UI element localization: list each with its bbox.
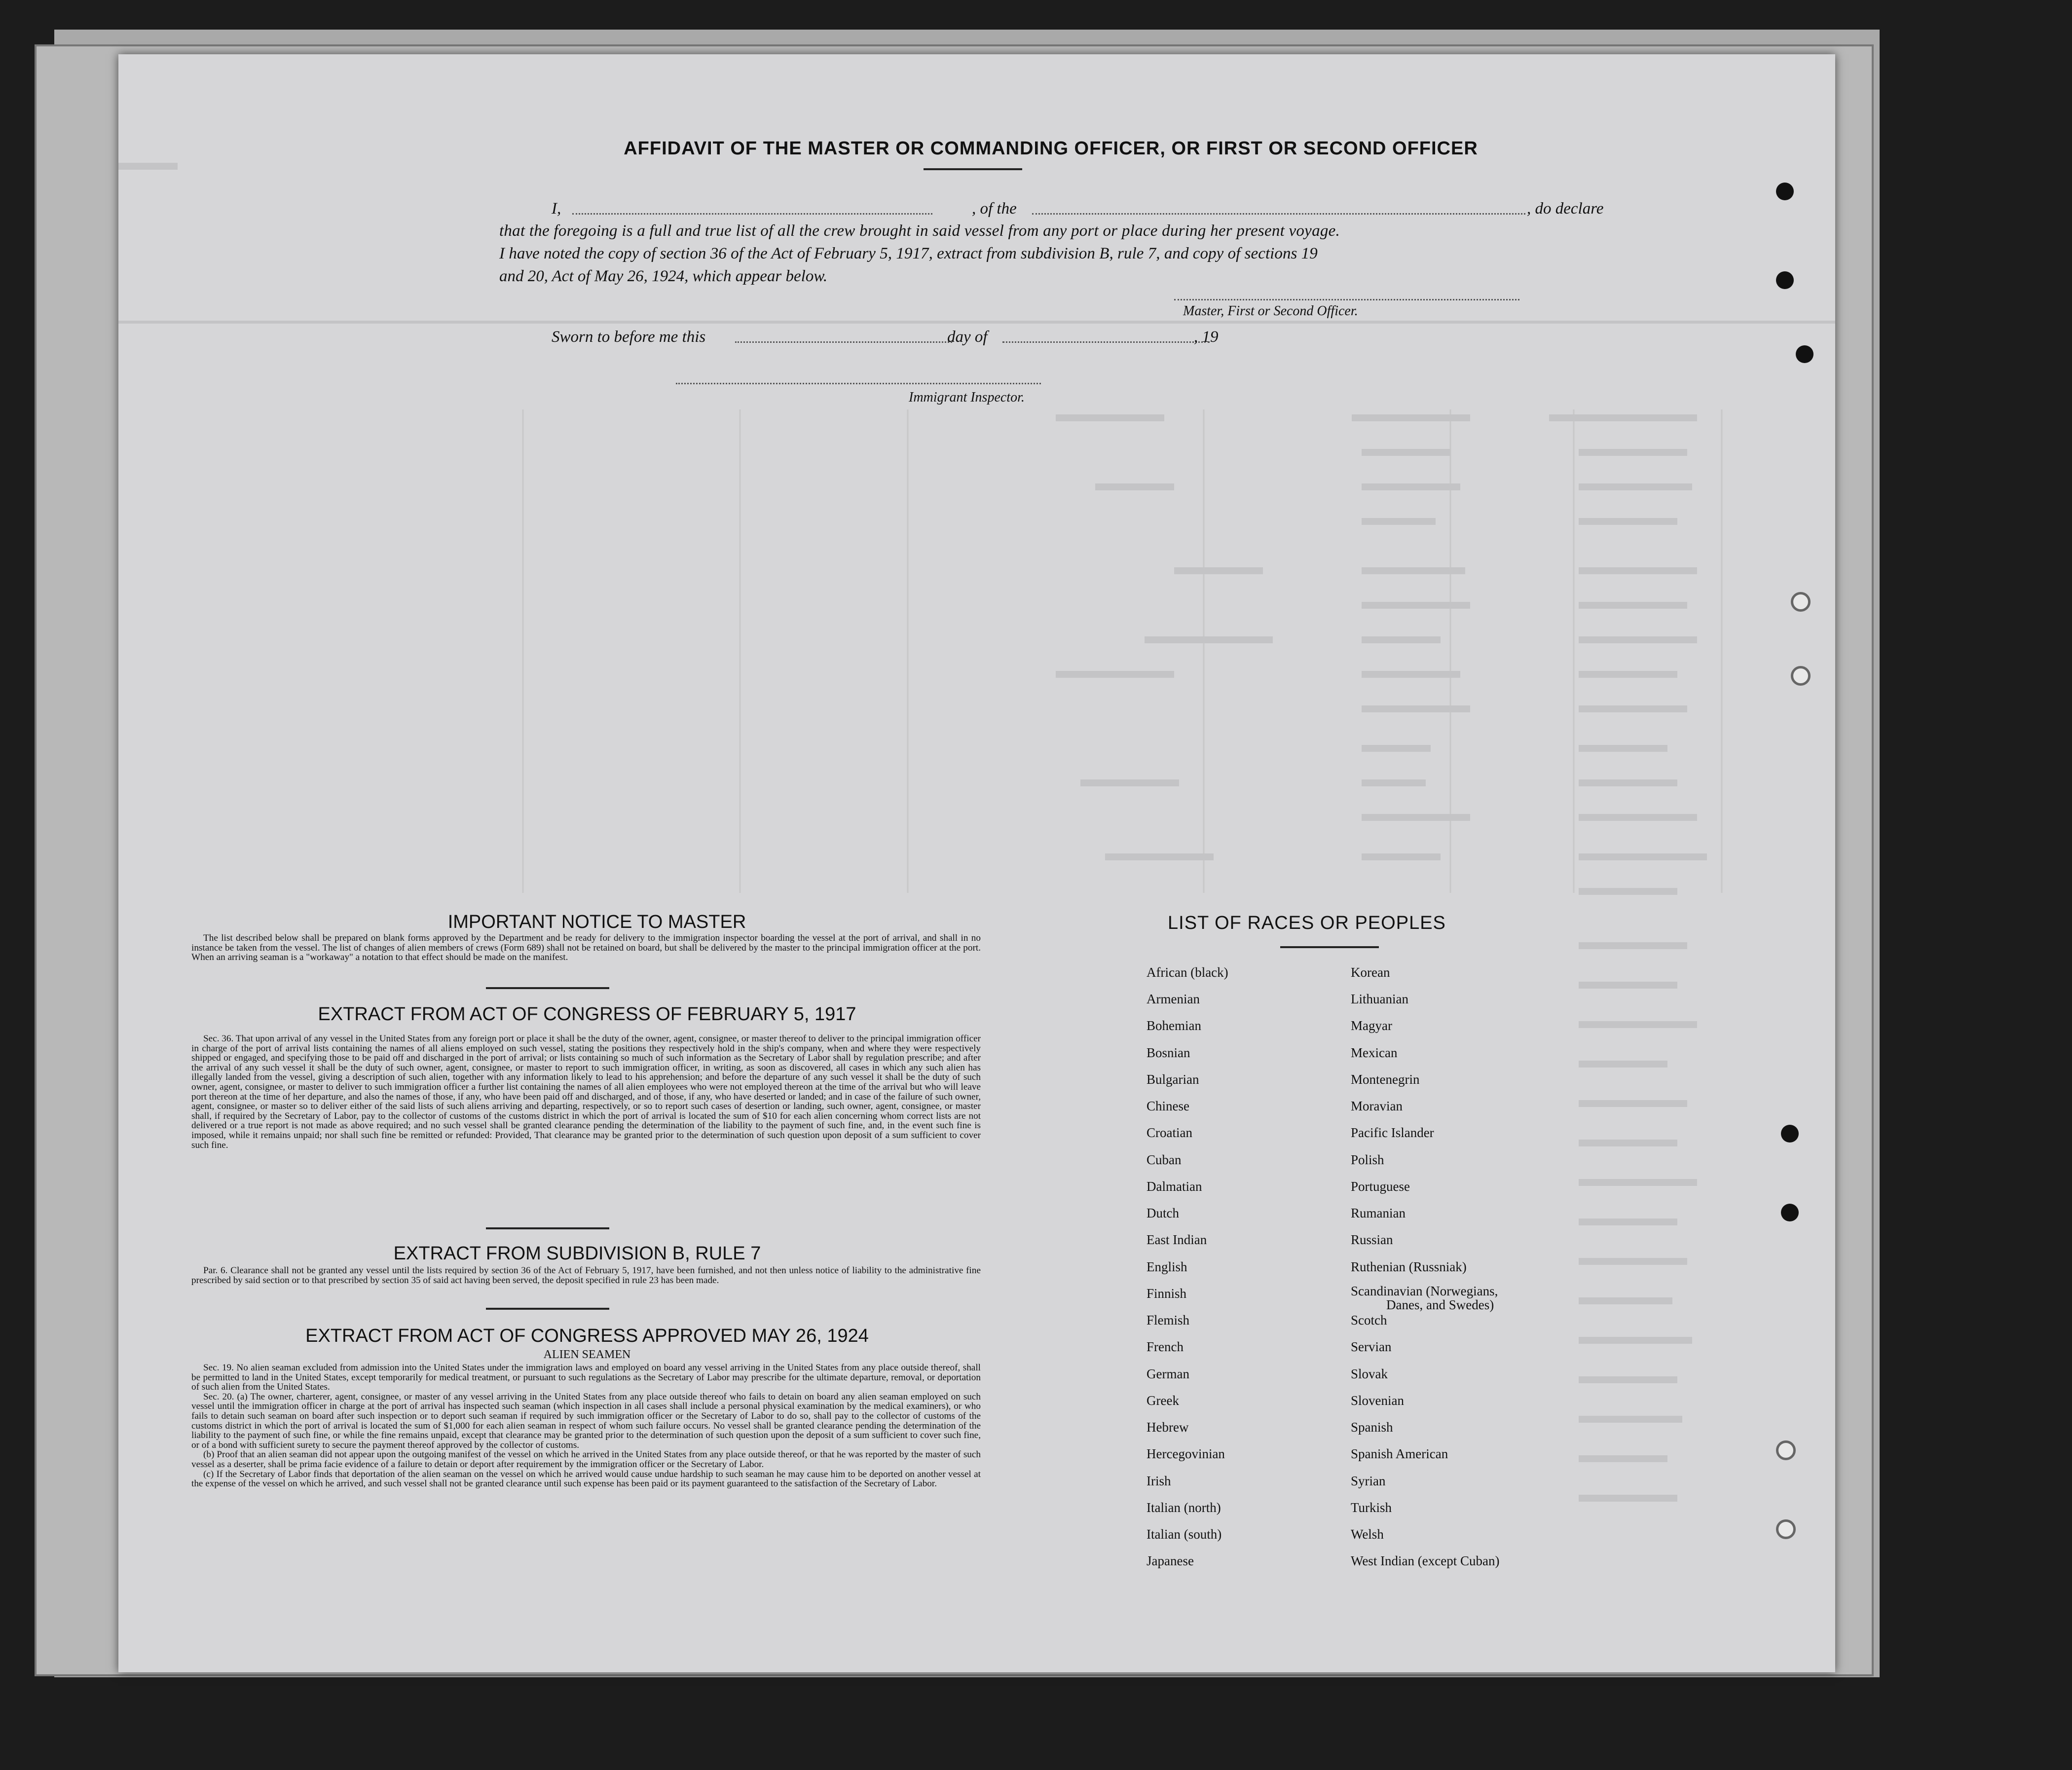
declaration-do-declare: , do declare xyxy=(1527,200,1604,218)
races-title-rule xyxy=(1280,946,1379,948)
binder-hole xyxy=(1776,271,1794,289)
race-item: Spanish xyxy=(1351,1420,1393,1435)
sworn-month-fill xyxy=(1002,341,1210,343)
binder-hole xyxy=(1796,345,1813,363)
race-item: Korean xyxy=(1351,965,1390,980)
race-item: Irish xyxy=(1147,1474,1171,1488)
section-36-paragraph: Sec. 36. That upon arrival of any vessel in the United States from any foreign port or place it shall be the duty of the owner, agent, consignee, or master thereof to deliver to the principal immigration officer in charge of the port of arrival lists containing the names of all aliens employed on such vessel, stating the positions they respectively hold in the ship's company, when and where they were respectively shipped or engaged, and specifying those to be paid off and discharged in the port of arrival; or lists containing so much of such information as the Secretary of Labor shall by regulation prescribe; and after the arrival of any such vessel it shall be the duty of such owner, agent, consignee, or master to report to such immigration officer, in writing, as soon as discovered, all cases in which any such alien has illegally landed from the vessel, giving a description of such alien, together with any information likely to lead to his apprehension; and before the departure of any such vessel it shall be the duty of such owner, agent, consignee, or master to deliver to such immigration officer a further list containing the names of all alien employees who were not employed thereon at the time of the arrival but who will leave port thereon at the time of her departure, and also the names of those, if any, who have been paid off and discharged, and of those, if any, who have deserted or landed; and in case of the failure of such owner, agent, consignee, or master so to deliver either of the said lists of such aliens arriving and departing, respectively, or so to report such cases of desertion or landing, such owner, agent, consignee, or master shall, if required by the Secretary of Labor, pay to the collector of customs of the customs district in which the port of arrival is located the sum of $10 for each alien concerning whom correct lists are not delivered or a true report is not made as above required; and no such vessel shall be granted clearance pending the determination of the liability to the payment of such fine, and, in the event such fine is imposed, while it remains unpaid; nor shall such fine be remitted or refunded: Provided, That clearance may be granted prior to the determination of such question upon deposit of a sum sufficient to cover such fine. xyxy=(191,1034,981,1150)
race-item: Hebrew xyxy=(1147,1420,1189,1435)
extract-1917-text xyxy=(191,1034,981,1221)
section-rule xyxy=(486,1227,609,1229)
race-item: Danes, and Swedes) xyxy=(1386,1297,1494,1312)
race-item: Moravian xyxy=(1351,1099,1403,1113)
sworn-text: Sworn to before me this xyxy=(552,328,706,346)
races-title: LIST OF RACES OR PEOPLES xyxy=(1168,913,1446,933)
race-item: Hercegovinian xyxy=(1147,1446,1225,1461)
rule-7-title: EXTRACT FROM SUBDIVISION B, RULE 7 xyxy=(393,1243,761,1264)
race-item: Cuban xyxy=(1147,1152,1182,1167)
section-20a-paragraph: Sec. 20. (a) The owner, charterer, agent, consignee, or master of any vessel arriving in the United States from any place outside thereof who fails to detain on board any alien seaman employed on such vessel until the immigration officer in charge at the port of arrival has inspected such seaman (which inspection in all cases shall include a personal physical examination by the medical examiners), or who fails to detain such seaman on board after such inspection or to deport such seaman if required by such immigration officer or the Secretary of Labor to do so, shall pay to the collector of customs of the customs district in which the port of arrival is located the sum of $1,000 for each alien seaman in respect of whom such failure occurs. No vessel shall be granted clearance pending the determination of the liability to the payment of such fine, or while the fine remains unpaid, except that clearance may be granted prior to the determination of such question upon the deposit of a sum sufficient to cover such fine, or of a bond with sufficient surety to secure the payment thereof approved by the collector of customs. xyxy=(191,1391,981,1450)
document-page xyxy=(118,54,1835,1672)
race-item: Pacific Islander xyxy=(1351,1125,1434,1140)
section-rule xyxy=(486,987,609,989)
race-item: Ruthenian (Russniak) xyxy=(1351,1259,1467,1274)
section-20c-paragraph: (c) If the Secretary of Labor finds that deportation of the alien seaman on the vessel on which he arrived would cause undue hardship to such seaman he may cause him to be deported on another vessel at the expense of the vessel on which he arrived, and such vessel shall not be granted clearance until such expense has been paid or its payment guaranteed to the satisfaction of the Secretary of Labor. xyxy=(191,1469,981,1489)
section-19-paragraph: Sec. 19. No alien seaman excluded from admission into the United States under the immigration laws and employed on board any vessel arriving in the United States from any place outside thereof, shall be permitted to land in the United States, except temporarily for medical treatment, or pursuant to such regulations as the Secretary of Labor may prescribe for the ultimate departure, removal, or deportation of such alien from the United States. xyxy=(191,1363,981,1393)
race-item: Slovenian xyxy=(1351,1393,1404,1408)
race-item: Mexican xyxy=(1351,1045,1398,1060)
race-item: Italian (north) xyxy=(1147,1500,1221,1515)
binder-hole xyxy=(1791,592,1811,612)
race-item: Finnish xyxy=(1147,1286,1187,1301)
race-item: Rumanian xyxy=(1351,1206,1406,1220)
race-item: Bulgarian xyxy=(1147,1072,1199,1087)
declaration-i: I, xyxy=(552,200,561,218)
sworn-year: , 19 xyxy=(1194,328,1219,346)
race-item: Scotch xyxy=(1351,1313,1387,1328)
vessel-fill-line xyxy=(1032,213,1525,215)
race-item: Portuguese xyxy=(1351,1179,1410,1194)
race-item: Armenian xyxy=(1147,992,1200,1006)
declaration-line-3: I have noted the copy of section 36 of the Act of February 5, 1917, extract from subdivision B, rule 7, and copy of sections 19 xyxy=(499,245,1318,262)
sworn-day-fill xyxy=(735,341,952,343)
race-item: West Indian (except Cuban) xyxy=(1351,1553,1500,1568)
race-item: Bosnian xyxy=(1147,1045,1190,1060)
declaration-line-4: and 20, Act of May 26, 1924, which appear below. xyxy=(499,267,828,285)
race-item: African (black) xyxy=(1147,965,1228,980)
race-item: East Indian xyxy=(1147,1232,1207,1247)
race-item: Montenegrin xyxy=(1351,1072,1420,1087)
inspector-caption: Immigrant Inspector. xyxy=(909,390,1025,405)
signature-caption: Master, First or Second Officer. xyxy=(1183,303,1358,319)
section-rule xyxy=(486,1308,609,1310)
extract-1924-text xyxy=(191,1363,981,1620)
binder-hole xyxy=(1781,1125,1799,1143)
notice-text xyxy=(191,933,981,976)
binder-hole xyxy=(1776,183,1794,200)
race-item: Scandinavian (Norwegians, xyxy=(1351,1284,1498,1298)
race-item: Syrian xyxy=(1351,1474,1386,1488)
binder-hole xyxy=(1776,1440,1796,1460)
race-item: Dutch xyxy=(1147,1206,1179,1220)
race-item: Japanese xyxy=(1147,1553,1194,1568)
alien-seamen-heading: ALIEN SEAMEN xyxy=(543,1348,631,1361)
race-item: Italian (south) xyxy=(1147,1527,1222,1542)
race-item: German xyxy=(1147,1366,1189,1381)
declaration-of-the: , of the xyxy=(972,200,1017,218)
title-rule xyxy=(924,168,1022,170)
binder-hole xyxy=(1776,1519,1796,1539)
notice-title: IMPORTANT NOTICE TO MASTER xyxy=(447,912,746,932)
race-item: Flemish xyxy=(1147,1313,1190,1328)
rule-7-text xyxy=(191,1266,981,1297)
signature-line xyxy=(1174,299,1519,300)
race-item: Turkish xyxy=(1351,1500,1392,1515)
binder-hole xyxy=(1791,666,1811,686)
binder-hole xyxy=(1781,1204,1799,1221)
race-item: Croatian xyxy=(1147,1125,1192,1140)
race-item: Russian xyxy=(1351,1232,1393,1247)
race-item: Servian xyxy=(1351,1339,1392,1354)
extract-1917-title: EXTRACT FROM ACT OF CONGRESS OF FEBRUARY 5, 1917 xyxy=(318,1004,856,1025)
race-item: Greek xyxy=(1147,1393,1179,1408)
race-item: Welsh xyxy=(1351,1527,1384,1542)
race-item: Chinese xyxy=(1147,1099,1189,1113)
affidavit-title: AFFIDAVIT OF THE MASTER OR COMMANDING OFFICER, OR FIRST OR SECOND OFFICER xyxy=(624,138,1478,159)
race-item: Spanish American xyxy=(1351,1446,1448,1461)
declaration-line-2: that the foregoing is a full and true list of all the crew brought in said vessel from any port or place during her present voyage. xyxy=(499,222,1340,240)
inspector-signature-line xyxy=(676,383,1041,384)
race-item: French xyxy=(1147,1339,1184,1354)
race-item: English xyxy=(1147,1259,1187,1274)
section-20b-paragraph: (b) Proof that an alien seaman did not appear upon the outgoing manifest of the vessel on which he arrived in the United States from any place outside thereof, or that he was reported by the master of such vessel as a deserter, shall be prima facie evidence of a failure to detain or deport after requirement by the immigration officer or the Secretary of Labor. xyxy=(191,1449,981,1470)
race-item: Magyar xyxy=(1351,1018,1392,1033)
race-item: Lithuanian xyxy=(1351,992,1408,1006)
race-item: Polish xyxy=(1351,1152,1384,1167)
name-fill-line xyxy=(572,213,932,215)
notice-paragraph: The list described below shall be prepared on blank forms approved by the Department and be ready for delivery to the immigration inspector boarding the vessel at the port of arrival, and shall in no instance be taken from the vessel. The list of changes of alien members of crews (Form 689) shall not be retained on board, but shall be delivered by the master to the principal immigration officer at the port. When an arriving seaman is a "workaway" a notation to that effect should be made on the manifest. xyxy=(191,933,981,963)
race-item: Slovak xyxy=(1351,1366,1388,1381)
extract-1924-title: EXTRACT FROM ACT OF CONGRESS APPROVED MAY 26, 1924 xyxy=(305,1326,869,1346)
race-item: Bohemian xyxy=(1147,1018,1201,1033)
sworn-day-of: day of xyxy=(947,328,988,346)
race-item: Dalmatian xyxy=(1147,1179,1202,1194)
rule-7-paragraph: Par. 6. Clearance shall not be granted any vessel until the lists required by section 36 of the Act of February 5, 1917, have been furnished, and not then unless notice of liability to the administrative fine prescribed by said section or to that prescribed by section 35 of said act having been served, the deposit specified in rule 23 has been made. xyxy=(191,1266,981,1286)
